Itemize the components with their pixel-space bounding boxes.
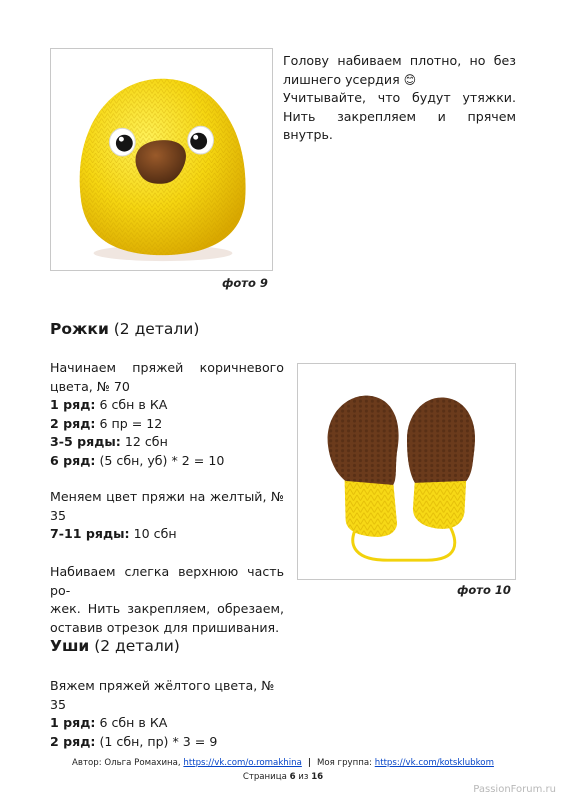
horns-row-7-11 xyxy=(50,525,284,544)
footer-credits xyxy=(0,758,566,768)
ears-row-1 xyxy=(50,714,284,733)
ears-title-rest: (2 детали) xyxy=(89,637,180,655)
horns-row-1 xyxy=(50,396,284,415)
footer-page-number xyxy=(0,772,566,782)
ears-p1-line-1: Вяжем пряжей жёлтого цвета, № 35 xyxy=(50,678,275,712)
row-label: 1 ряд: xyxy=(50,397,96,413)
row-text: (1 сбн, пр) * 3 = 9 xyxy=(95,733,218,749)
right-eye xyxy=(188,126,214,154)
ears-row-2 xyxy=(50,733,284,752)
intro-line-1: Голову набиваем плотно, но без xyxy=(283,53,516,68)
section-title-horns xyxy=(50,320,199,338)
row-label: 2 ряд: xyxy=(50,415,96,431)
page-current: 6 xyxy=(289,772,296,782)
row-text: (5 сбн, уб) * 2 = 10 xyxy=(95,452,225,468)
row-label: 6 ряд: xyxy=(50,452,96,468)
row-text: 6 пр = 12 xyxy=(95,415,163,431)
horns-title-rest: (2 детали) xyxy=(108,320,200,338)
crochet-horns-image xyxy=(298,364,515,579)
row-text: 6 сбн в КА xyxy=(95,397,168,413)
row-text: 12 сбн xyxy=(120,434,168,450)
row-label: 3-5 ряды: xyxy=(50,434,121,450)
photo-9-caption: фото 9 xyxy=(222,276,268,290)
row-label: 1 ряд: xyxy=(50,715,96,731)
photo-9-crochet-head xyxy=(50,48,273,271)
section-title-ears xyxy=(50,637,180,655)
page-total: 16 xyxy=(311,772,324,782)
page-mid: из xyxy=(295,772,312,782)
footer-group-label: Моя группа: xyxy=(316,758,375,768)
horns-p2-line-2: 35 xyxy=(50,507,67,523)
intro-line-2-text: лишнего усердия xyxy=(283,71,400,87)
horns-row-6 xyxy=(50,452,284,471)
page-prefix: Страница xyxy=(242,772,290,782)
footer-author-label: Автор: Ольга Ромахина, xyxy=(72,758,184,768)
horns-p1-line-1: Начинаем пряжей коричневого xyxy=(50,360,284,375)
horns-instructions-block-2 xyxy=(50,488,284,544)
watermark: PassionForum.ru xyxy=(473,784,556,795)
row-label: 7-11 ряды: xyxy=(50,526,130,542)
horns-instructions-block-1 xyxy=(50,359,284,471)
group-link[interactable]: https://vk.com/kotsklubkom xyxy=(374,758,494,768)
footer-separator: | xyxy=(307,758,311,768)
author-link[interactable]: https://vk.com/o.romakhina xyxy=(183,758,302,768)
row-text: 10 сбн xyxy=(129,526,177,542)
horns-p3-line-3: оставив отрезок для пришивания. xyxy=(50,619,280,635)
row-text: 6 сбн в КА xyxy=(95,715,168,731)
horns-p2-line-1: Меняем цвет пряжи на желтый, № xyxy=(50,489,284,504)
horns-row-2 xyxy=(50,415,284,434)
smile-emoji-icon: 😊 xyxy=(403,72,417,87)
intro-line-3: Учитывайте, что будут утяжки. Нить закрепляем и прячем внутрь. xyxy=(283,90,516,143)
intro-line-2 xyxy=(283,71,516,90)
photo-10-caption: фото 10 xyxy=(457,583,511,597)
ears-instructions-block-1 xyxy=(50,677,284,751)
left-eye xyxy=(109,128,135,156)
horns-p1-line-2: цвета, № 70 xyxy=(50,378,130,394)
intro-paragraph xyxy=(283,52,516,145)
ears-title-bold: Уши xyxy=(50,637,90,655)
horns-p3-line-1: Набиваем слегка верхнюю часть ро- xyxy=(50,564,284,598)
row-label: 2 ряд: xyxy=(50,733,96,749)
photo-10-crochet-horns xyxy=(297,363,516,580)
horns-row-3-5 xyxy=(50,433,284,452)
horns-instructions-block-3 xyxy=(50,563,284,637)
crochet-head-image xyxy=(51,49,272,270)
horns-p3-line-2: жек. Нить закрепляем, обрезаем, xyxy=(50,601,284,617)
horns-title-bold: Рожки xyxy=(50,320,109,338)
